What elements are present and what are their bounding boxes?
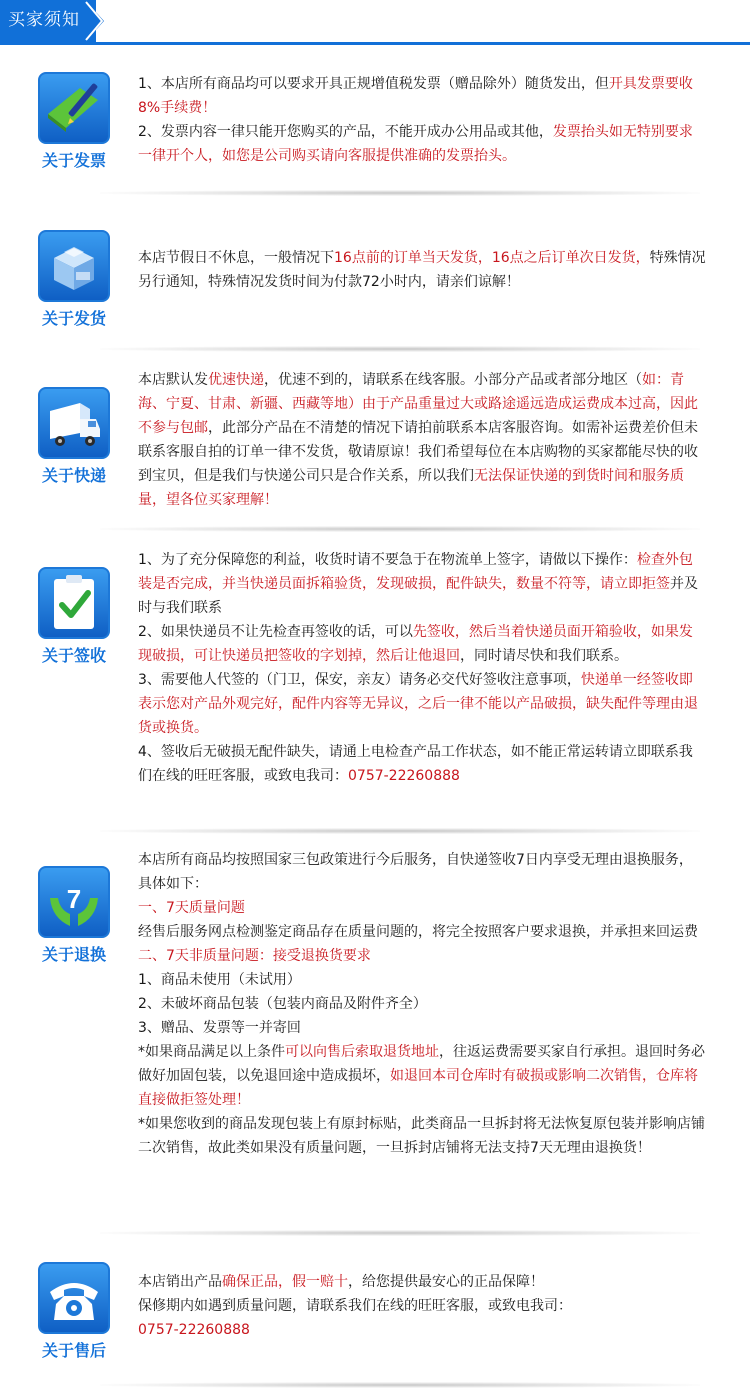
section-divider bbox=[100, 1382, 700, 1388]
paragraph: 本店节假日不休息，一般情况下16点前的订单当天发货，16点之后订单次日发货，特殊情况另行通知，特殊情况发货时间为付款72小时内，请亲们谅解！ bbox=[138, 250, 706, 290]
phone-number: 0757-22260888 bbox=[138, 1322, 250, 1338]
phone-number: 0757-22260888 bbox=[348, 768, 460, 784]
section-content bbox=[138, 548, 706, 788]
section-divider bbox=[100, 1230, 700, 1236]
seven-days-hands-icon bbox=[38, 866, 110, 938]
paragraph: 本店所有商品均按照国家三包政策进行今后服务，自快递签收7日内享受无理由退换服务，具体如下： bbox=[138, 852, 693, 892]
clipboard-check-icon bbox=[38, 567, 110, 639]
paragraph: 1、商品未使用（未试用） bbox=[138, 972, 301, 988]
paragraph: 2、如果快递员不让先检查再签收的话，可以先签收，然后当着快递员面开箱验收，如果发现破损，可让快递员把签收的字划掉，然后让他退回，同时请尽快和我们联系。 bbox=[138, 624, 693, 664]
paragraph: 3、需要他人代签的（门卫，保安，亲友）请务必交代好签收注意事项，快递单一经签收即表示您对产品外观完好，配件内容等无异议，之后一律不能以产品破损，缺失配件等理由退货或换货。 bbox=[138, 672, 698, 736]
paragraph: 本店默认发优速快递，优速不到的，请联系在线客服。小部分产品或者部分地区（如：青海、宁夏、甘肃、新疆、西藏等地）由于产品重量过大或路途遥远造成运费成本过高，因此不参与包邮，此部分产品在不清楚的情况下请拍前联系本店客服咨询。如需补运费差价但未联系客服自拍的订单一律不发货，敬请原谅！我们希望每位在本店购物的买家都能尽快的收到宝贝，但是我们与快递公司只是合作关系，所以我们无法保证快递的到货时间和服务质量，望各位买家理解！ bbox=[138, 372, 698, 508]
section-divider bbox=[100, 346, 700, 352]
section-label: 关于发货 bbox=[41, 309, 106, 328]
paragraph: *如果商品满足以上条件可以向售后索取退货地址，往返运费需要买家自行承担。退回时务必做好加固包装，以免退回途中造成损坏，如退回本司仓库时有破损或影响二次销售，仓库将直接做拒签处理！ bbox=[138, 1044, 705, 1108]
section-divider bbox=[100, 828, 700, 834]
section-content bbox=[138, 368, 706, 512]
page-header bbox=[0, 0, 750, 45]
paragraph: 保修期内如遇到质量问题，请联系我们在线的旺旺客服，或致电我司： bbox=[138, 1298, 572, 1314]
telephone-icon bbox=[38, 1262, 110, 1334]
paragraph: 本店销出产品确保正品，假一赔十，给您提供最安心的正品保障！ bbox=[138, 1274, 544, 1290]
section-label: 关于签收 bbox=[41, 646, 106, 665]
section-content bbox=[138, 72, 706, 168]
paragraph: 经售后服务网点检测鉴定商品存在质量问题的，将完全按照客户要求退换，并承担来回运费 bbox=[138, 924, 698, 940]
section-content bbox=[138, 848, 706, 1160]
paragraph bbox=[138, 1318, 706, 1342]
section-label: 关于退换 bbox=[41, 945, 106, 964]
paragraph: *如果您收到的商品发现包装上有原封标贴，此类商品一旦拆封将无法恢复原包装并影响店铺二次销售，故此类如果没有质量问题，一旦拆封店铺将无法支持7天无理由退换货！ bbox=[138, 1116, 705, 1156]
truck-icon bbox=[38, 387, 110, 459]
box-icon bbox=[38, 230, 110, 302]
invoice-pen-icon bbox=[38, 72, 110, 144]
section-label: 关于发票 bbox=[41, 151, 106, 170]
section-label: 关于快递 bbox=[41, 466, 106, 485]
section-label: 关于售后 bbox=[41, 1341, 106, 1360]
header-arrow-icon bbox=[80, 0, 106, 42]
paragraph: 3、赠品、发票等一并寄回 bbox=[138, 1020, 301, 1036]
section-content bbox=[138, 246, 706, 294]
section-divider bbox=[100, 190, 700, 196]
paragraph: 2、发票内容一律只能开您购买的产品，不能开成办公用品或其他，发票抬头如无特别要求一律开个人，如您是公司购买请向客服提供准确的发票抬头。 bbox=[138, 124, 693, 164]
icon-number: 7 bbox=[66, 884, 82, 914]
section-content bbox=[138, 1270, 706, 1342]
paragraph: 二、7天非质量问题：接受退换货要求 bbox=[138, 948, 371, 964]
paragraph: 一、7天质量问题 bbox=[138, 900, 245, 916]
paragraph: 1、为了充分保障您的利益，收货时请不要急于在物流单上签字，请做以下操作：检查外包装是否完成，并当快递员面拆箱验货，发现破损，配件缺失，数量不符等，请立即拒签并及时与我们联系 bbox=[138, 552, 698, 616]
page-title: 买家须知 bbox=[8, 10, 80, 30]
paragraph: 4、签收后无破损无配件缺失，请通上电检查产品工作状态，如不能正常运转请立即联系我们在线的旺旺客服，或致电我司：0757-22260888 bbox=[138, 744, 693, 784]
section-divider bbox=[100, 526, 700, 532]
paragraph: 1、本店所有商品均可以要求开具正规增值税发票（赠品除外）随货发出，但开具发票要收8%手续费！ bbox=[138, 76, 693, 116]
paragraph: 2、未破坏商品包装（包装内商品及附件齐全） bbox=[138, 996, 427, 1012]
